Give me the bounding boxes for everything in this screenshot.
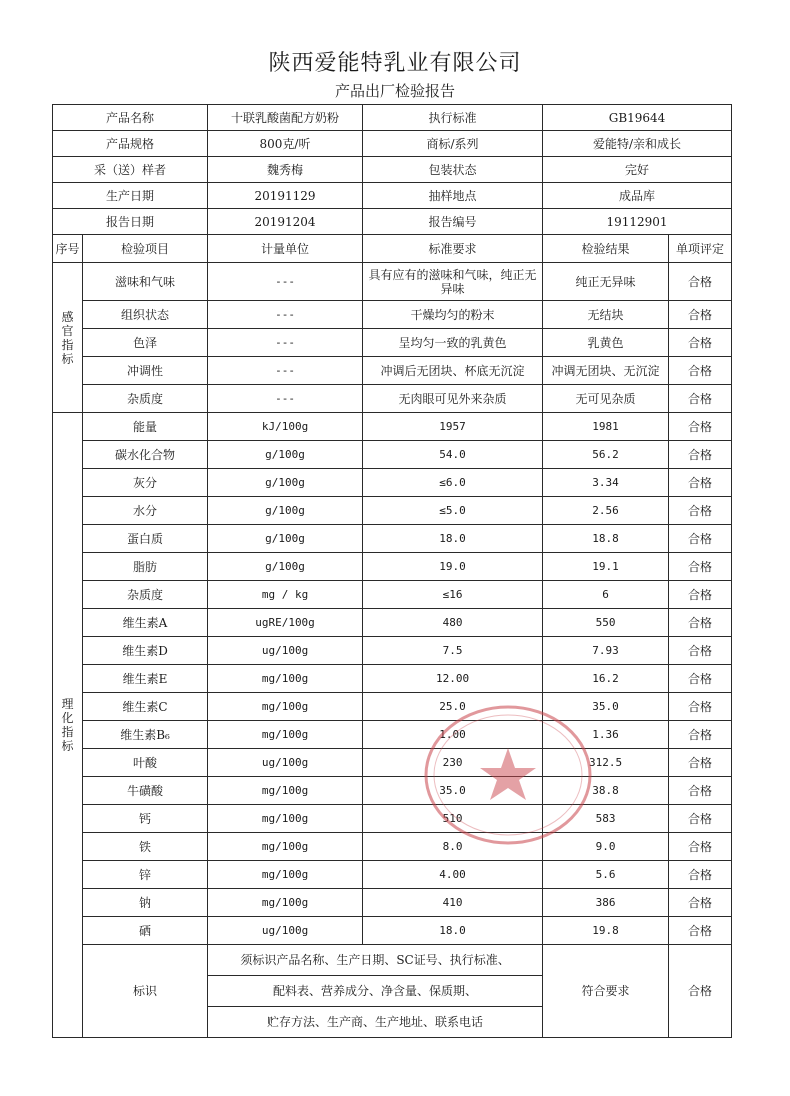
prod-date-label: 生产日期 — [53, 183, 208, 209]
spec-value: 800克/听 — [208, 131, 363, 157]
table-row — [53, 777, 732, 805]
item-standard: 呈均匀一致的乳黄色 — [363, 329, 543, 357]
item-result: 19.8 — [543, 917, 669, 945]
item-standard: 1.00 — [363, 721, 543, 749]
standard-label: 执行标准 — [363, 105, 543, 131]
item-unit: --- — [208, 385, 363, 413]
item-standard: 8.0 — [363, 833, 543, 861]
item-name: 锌 — [83, 861, 208, 889]
labeling-requirement-line: 配料表、营养成分、净含量、保质期、 — [208, 976, 543, 1007]
item-unit: g/100g — [208, 553, 363, 581]
table-row — [53, 413, 732, 441]
labeling-result: 符合要求 — [543, 945, 669, 1038]
item-judgement: 合格 — [669, 805, 732, 833]
item-name: 维生素E — [83, 665, 208, 693]
item-unit: --- — [208, 329, 363, 357]
item-judgement: 合格 — [669, 861, 732, 889]
product-name-label: 产品名称 — [53, 105, 208, 131]
labeling-judgement: 合格 — [669, 945, 732, 1038]
table-row — [53, 721, 732, 749]
item-unit: g/100g — [208, 497, 363, 525]
item-judgement: 合格 — [669, 889, 732, 917]
item-standard: 410 — [363, 889, 543, 917]
item-result: 35.0 — [543, 693, 669, 721]
table-row — [53, 945, 732, 976]
standard-value: GB19644 — [543, 105, 732, 131]
info-row — [53, 209, 732, 235]
item-result: 6 — [543, 581, 669, 609]
col-item: 检验项目 — [83, 235, 208, 263]
item-unit: ug/100g — [208, 637, 363, 665]
item-result: 纯正无异味 — [543, 263, 669, 301]
col-seq: 序号 — [53, 235, 83, 263]
table-row — [53, 805, 732, 833]
table-row — [53, 301, 732, 329]
item-judgement: 合格 — [669, 693, 732, 721]
item-standard: 54.0 — [363, 441, 543, 469]
labeling-requirement-line: 须标识产品名称、生产日期、SC证号、执行标准、 — [208, 945, 543, 976]
item-judgement: 合格 — [669, 301, 732, 329]
item-unit: mg/100g — [208, 861, 363, 889]
item-judgement: 合格 — [669, 609, 732, 637]
info-row — [53, 105, 732, 131]
item-name: 水分 — [83, 497, 208, 525]
item-name: 碳水化合物 — [83, 441, 208, 469]
item-unit: mg/100g — [208, 777, 363, 805]
sampler-value: 魏秀梅 — [208, 157, 363, 183]
item-standard: 480 — [363, 609, 543, 637]
table-row — [53, 441, 732, 469]
info-row — [53, 157, 732, 183]
item-standard: 18.0 — [363, 917, 543, 945]
table-row — [53, 469, 732, 497]
item-name: 叶酸 — [83, 749, 208, 777]
report-date-value: 20191204 — [208, 209, 363, 235]
column-header-row — [53, 235, 732, 263]
item-unit: --- — [208, 301, 363, 329]
table-row — [53, 693, 732, 721]
brand-label: 商标/系列 — [363, 131, 543, 157]
item-name: 组织状态 — [83, 301, 208, 329]
item-standard: 冲调后无团块、杯底无沉淀 — [363, 357, 543, 385]
product-name-value: 十联乳酸菌配方奶粉 — [208, 105, 363, 131]
sample-place-label: 抽样地点 — [363, 183, 543, 209]
info-row — [53, 131, 732, 157]
item-unit: mg/100g — [208, 665, 363, 693]
item-judgement: 合格 — [669, 441, 732, 469]
item-judgement: 合格 — [669, 469, 732, 497]
company-name: 陕西爱能特乳业有限公司 — [268, 51, 522, 76]
item-result: 1.36 — [543, 721, 669, 749]
item-judgement: 合格 — [669, 413, 732, 441]
item-result: 7.93 — [543, 637, 669, 665]
item-unit: --- — [208, 263, 363, 301]
item-standard: ≤5.0 — [363, 497, 543, 525]
item-judgement: 合格 — [669, 329, 732, 357]
item-standard: 230 — [363, 749, 543, 777]
item-result: 2.56 — [543, 497, 669, 525]
table-row — [53, 665, 732, 693]
table-row — [53, 329, 732, 357]
item-judgement: 合格 — [669, 833, 732, 861]
item-unit: g/100g — [208, 469, 363, 497]
item-result: 9.0 — [543, 833, 669, 861]
col-unit: 计量单位 — [208, 235, 363, 263]
item-standard: 4.00 — [363, 861, 543, 889]
table-row — [53, 385, 732, 413]
item-standard: ≤16 — [363, 581, 543, 609]
package-label: 包装状态 — [363, 157, 543, 183]
table-row — [53, 889, 732, 917]
item-standard: 19.0 — [363, 553, 543, 581]
brand-value: 爱能特/亲和成长 — [543, 131, 732, 157]
item-judgement: 合格 — [669, 637, 732, 665]
report-no-label: 报告编号 — [363, 209, 543, 235]
item-result: 1981 — [543, 413, 669, 441]
item-unit: mg/100g — [208, 693, 363, 721]
item-standard: ≤6.0 — [363, 469, 543, 497]
item-standard: 具有应有的滋味和气味，纯正无异味 — [363, 263, 543, 301]
spec-label: 产品规格 — [53, 131, 208, 157]
item-name: 色泽 — [83, 329, 208, 357]
item-name: 能量 — [83, 413, 208, 441]
item-unit: g/100g — [208, 525, 363, 553]
sample-place-value: 成品库 — [543, 183, 732, 209]
table-row — [53, 861, 732, 889]
table-row — [53, 637, 732, 665]
item-judgement: 合格 — [669, 263, 732, 301]
item-name: 脂肪 — [83, 553, 208, 581]
table-row — [53, 917, 732, 945]
item-result: 56.2 — [543, 441, 669, 469]
item-standard: 无肉眼可见外来杂质 — [363, 385, 543, 413]
item-name: 牛磺酸 — [83, 777, 208, 805]
item-result: 550 — [543, 609, 669, 637]
item-unit: mg/100g — [208, 721, 363, 749]
item-unit: mg/100g — [208, 805, 363, 833]
category-sensory: 感 官 指 标 — [53, 263, 83, 413]
item-standard: 25.0 — [363, 693, 543, 721]
item-name: 维生素D — [83, 637, 208, 665]
item-name: 维生素A — [83, 609, 208, 637]
item-unit: mg / kg — [208, 581, 363, 609]
item-judgement: 合格 — [669, 553, 732, 581]
package-value: 完好 — [543, 157, 732, 183]
item-result: 乳黄色 — [543, 329, 669, 357]
col-standard: 标准要求 — [363, 235, 543, 263]
item-result: 16.2 — [543, 665, 669, 693]
item-name: 硒 — [83, 917, 208, 945]
item-result: 3.34 — [543, 469, 669, 497]
item-result: 583 — [543, 805, 669, 833]
item-unit: mg/100g — [208, 833, 363, 861]
item-name: 杂质度 — [83, 385, 208, 413]
item-name: 铁 — [83, 833, 208, 861]
item-unit: --- — [208, 357, 363, 385]
item-name: 钙 — [83, 805, 208, 833]
table-row — [53, 497, 732, 525]
category-physchem: 理 化 指 标 — [53, 413, 83, 1038]
labeling-item: 标识 — [83, 945, 208, 1038]
item-standard: 1957 — [363, 413, 543, 441]
sampler-label: 采（送）样者 — [53, 157, 208, 183]
item-unit: ug/100g — [208, 917, 363, 945]
item-name: 灰分 — [83, 469, 208, 497]
report-date-label: 报告日期 — [53, 209, 208, 235]
prod-date-value: 20191129 — [208, 183, 363, 209]
item-result: 19.1 — [543, 553, 669, 581]
col-result: 检验结果 — [543, 235, 669, 263]
item-name: 杂质度 — [83, 581, 208, 609]
item-judgement: 合格 — [669, 357, 732, 385]
item-unit: ugRE/100g — [208, 609, 363, 637]
item-result: 312.5 — [543, 749, 669, 777]
table-row — [53, 581, 732, 609]
item-judgement: 合格 — [669, 749, 732, 777]
item-result: 无可见杂质 — [543, 385, 669, 413]
item-result: 无结块 — [543, 301, 669, 329]
table-row — [53, 833, 732, 861]
item-name: 维生素B₆ — [83, 721, 208, 749]
table-row — [53, 553, 732, 581]
report-no-value: 19112901 — [543, 209, 732, 235]
item-result: 18.8 — [543, 525, 669, 553]
table-row — [53, 263, 732, 301]
item-judgement: 合格 — [669, 581, 732, 609]
item-unit: g/100g — [208, 441, 363, 469]
item-judgement: 合格 — [669, 385, 732, 413]
inspection-table — [52, 104, 732, 1038]
report-title: 产品出厂检验报告 — [334, 82, 455, 100]
item-judgement: 合格 — [669, 497, 732, 525]
table-row — [53, 357, 732, 385]
item-unit: ug/100g — [208, 749, 363, 777]
item-judgement: 合格 — [669, 721, 732, 749]
table-row — [53, 609, 732, 637]
item-name: 蛋白质 — [83, 525, 208, 553]
item-result: 386 — [543, 889, 669, 917]
item-unit: kJ/100g — [208, 413, 363, 441]
item-judgement: 合格 — [669, 665, 732, 693]
table-row — [53, 749, 732, 777]
table-row — [53, 525, 732, 553]
col-judgement: 单项评定 — [669, 235, 732, 263]
item-judgement: 合格 — [669, 917, 732, 945]
item-name: 钠 — [83, 889, 208, 917]
info-row — [53, 183, 732, 209]
item-result: 冲调无团块、无沉淀 — [543, 357, 669, 385]
item-result: 38.8 — [543, 777, 669, 805]
item-standard: 12.00 — [363, 665, 543, 693]
item-result: 5.6 — [543, 861, 669, 889]
item-standard: 干燥均匀的粉末 — [363, 301, 543, 329]
item-name: 冲调性 — [83, 357, 208, 385]
item-standard: 7.5 — [363, 637, 543, 665]
item-standard: 18.0 — [363, 525, 543, 553]
labeling-requirement-line: 贮存方法、生产商、生产地址、联系电话 — [208, 1007, 543, 1038]
item-unit: mg/100g — [208, 889, 363, 917]
item-name: 维生素C — [83, 693, 208, 721]
item-judgement: 合格 — [669, 525, 732, 553]
item-standard: 510 — [363, 805, 543, 833]
item-name: 滋味和气味 — [83, 263, 208, 301]
item-judgement: 合格 — [669, 777, 732, 805]
item-standard: 35.0 — [363, 777, 543, 805]
